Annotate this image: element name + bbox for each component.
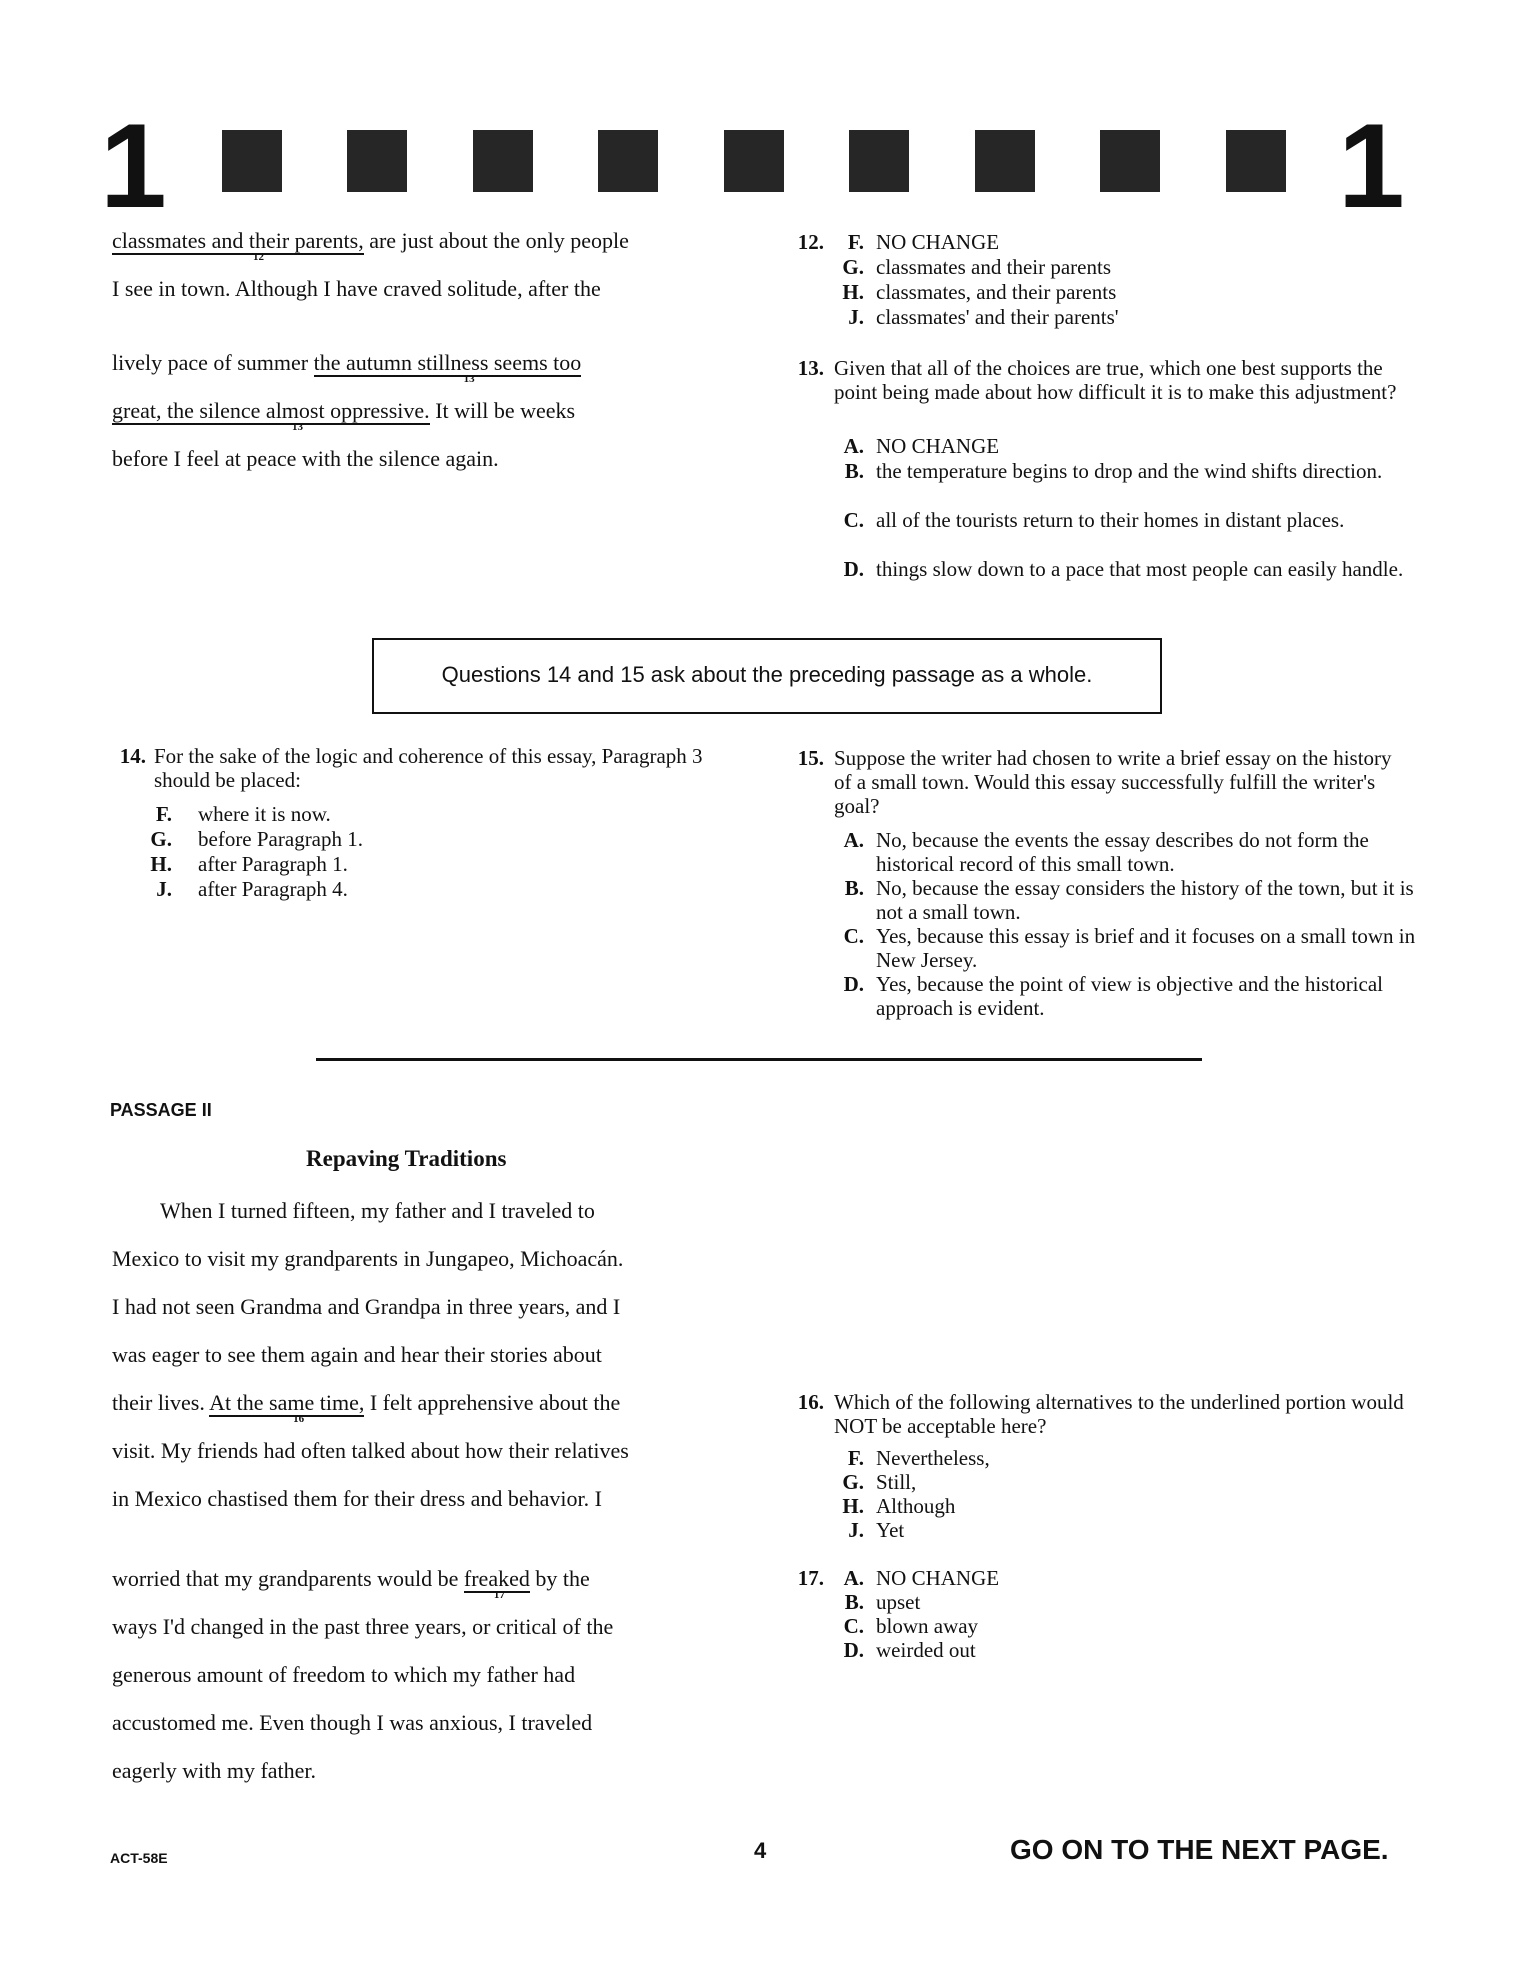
option-letter[interactable]: D. <box>843 557 864 581</box>
option-text[interactable]: NO CHANGE <box>876 230 1000 254</box>
passage-line: eagerly with my father. <box>112 1758 317 1783</box>
page-number: 4 <box>754 1838 767 1863</box>
option-text[interactable]: upset <box>876 1590 921 1614</box>
question-number: 16. <box>797 1390 824 1414</box>
passage-line: classmates and their parents, 12 are just about the only people <box>112 228 629 254</box>
passage-line: Mexico to visit my grandparents in Jungapeo, Michoacán. <box>112 1246 624 1271</box>
option-letter[interactable]: F. <box>847 230 864 254</box>
question-marker: 16 <box>293 1413 305 1425</box>
header-square <box>1100 130 1160 192</box>
instruction-box <box>372 638 1162 714</box>
option-text[interactable]: after Paragraph 1. <box>198 852 348 876</box>
option-letter[interactable]: C. <box>843 1614 864 1638</box>
option-text[interactable]: all of the tourists return to their homes in distant places. <box>876 508 1345 532</box>
passage-line: before I feel at peace with the silence again. <box>112 446 499 471</box>
instruction-text: Questions 14 and 15 ask about the preceding passage as a whole. <box>441 662 1093 687</box>
passage-line: I see in town. Although I have craved solitude, after the <box>112 276 601 301</box>
question-number: 13. <box>797 356 824 380</box>
passage-line: in Mexico chastised them for their dress and behavior. I <box>112 1486 602 1511</box>
option-text[interactable]: Nevertheless, <box>876 1446 990 1470</box>
header-square <box>347 130 407 192</box>
passage-line: great, the silence almost oppressive. 13 It will be weeks <box>112 398 575 424</box>
question-number: 17. <box>797 1566 824 1590</box>
question-marker: 12 <box>253 251 264 263</box>
header-square <box>1226 130 1286 192</box>
option-text[interactable]: Yet <box>876 1518 905 1542</box>
option-text[interactable]: Although <box>876 1494 956 1518</box>
passage-line: worried that my grandparents would be freaked 17 by the <box>112 1566 590 1592</box>
underlined-portion: At the same time, 16 <box>209 1390 364 1417</box>
passage-label: PASSAGE II <box>110 1100 212 1120</box>
option-letter[interactable]: G. <box>150 827 172 851</box>
option-letter[interactable]: F. <box>847 1446 864 1470</box>
option-letter[interactable]: D. <box>843 1638 864 1662</box>
underlined-portion: freaked 17 <box>464 1566 530 1593</box>
passage-line: visit. My friends had often talked about how their relatives <box>112 1438 629 1463</box>
underlined-portion: the autumn stillness seems too 13 <box>314 350 582 377</box>
option-text[interactable]: Yes, because this essay is brief and it focuses on a small town in New Jersey. <box>876 924 1416 972</box>
option-text[interactable]: after Paragraph 4. <box>198 877 348 901</box>
header-square <box>724 130 784 192</box>
option-text[interactable]: classmates' and their parents' <box>876 305 1119 329</box>
option-text[interactable]: No, because the events the essay describes do not form the historical record of this small town. <box>876 828 1369 876</box>
section-divider <box>316 1058 1202 1061</box>
test-code: ACT-58E <box>110 1850 168 1866</box>
passage-line: accustomed me. Even though I was anxious, I traveled <box>112 1710 593 1735</box>
option-letter[interactable]: C. <box>843 508 864 532</box>
option-text[interactable]: Yes, because the point of view is objective and the historical approach is evident. <box>876 972 1383 1020</box>
option-letter[interactable]: C. <box>843 924 864 948</box>
header-square <box>849 130 909 192</box>
question-stem: For the sake of the logic and coherence of this essay, Paragraph 3 should be placed: <box>154 744 703 792</box>
option-letter[interactable]: A. <box>843 1566 864 1590</box>
question-number: 15. <box>797 746 824 770</box>
passage-line: When I turned fifteen, my father and I traveled to <box>160 1198 595 1223</box>
option-letter[interactable]: A. <box>843 434 864 458</box>
option-text[interactable]: weirded out <box>876 1638 976 1662</box>
question-marker: 13 <box>292 421 303 433</box>
passage-line: lively pace of summer the autumn stillness seems too 13 <box>112 350 581 376</box>
option-letter[interactable]: B. <box>844 876 864 900</box>
section-number-right: 1 <box>1338 99 1405 233</box>
option-letter[interactable]: G. <box>842 255 864 279</box>
passage-line: I had not seen Grandma and Grandpa in three years, and I <box>112 1294 621 1319</box>
option-letter[interactable]: J. <box>156 877 172 901</box>
option-text[interactable]: No, because the essay considers the history of the town, but it is not a small town. <box>876 876 1414 924</box>
next-page-notice: GO ON TO THE NEXT PAGE. <box>1010 1834 1389 1865</box>
question-stem: Which of the following alternatives to the underlined portion would NOT be acceptable here? <box>834 1390 1404 1438</box>
question-stem: Given that all of the choices are true, which one best supports the point being made about how difficult it is to make this adjustment? <box>834 356 1397 404</box>
header-square <box>598 130 658 192</box>
underlined-portion: great, the silence almost oppressive. 13 <box>112 398 430 425</box>
option-letter[interactable]: H. <box>842 280 864 304</box>
option-text[interactable]: blown away <box>876 1614 979 1638</box>
passage-line: was eager to see them again and hear their stories about <box>112 1342 602 1367</box>
question-marker: 13 <box>463 373 475 385</box>
question-stem: Suppose the writer had chosen to write a brief essay on the history of a small town. Would this essay successfully fulfill the writer's goal? <box>834 746 1392 818</box>
passage-title: Repaving Traditions <box>306 1146 507 1171</box>
passage-line: generous amount of freedom to which my father had <box>112 1662 576 1687</box>
option-text[interactable]: classmates, and their parents <box>876 280 1117 304</box>
option-letter[interactable]: J. <box>848 305 864 329</box>
question-marker: 17 <box>493 1589 505 1601</box>
question-number: 14. <box>119 744 146 768</box>
option-text[interactable]: before Paragraph 1. <box>198 827 364 851</box>
option-text[interactable]: the temperature begins to drop and the wind shifts direction. <box>876 459 1383 483</box>
option-letter[interactable]: B. <box>844 1590 864 1614</box>
section-number-left: 1 <box>100 99 167 233</box>
option-text[interactable]: things slow down to a pace that most people can easily handle. <box>876 557 1404 581</box>
option-letter[interactable]: B. <box>844 459 864 483</box>
passage-line: their lives. At the same time, 16 I felt apprehensive about the <box>112 1390 620 1416</box>
header-square <box>222 130 282 192</box>
header-square <box>975 130 1035 192</box>
option-letter[interactable]: H. <box>150 852 172 876</box>
option-letter[interactable]: G. <box>842 1470 864 1494</box>
underlined-portion: classmates and their parents, 12 <box>112 228 364 255</box>
option-letter[interactable]: A. <box>843 828 864 852</box>
option-letter[interactable]: D. <box>843 972 864 996</box>
option-text[interactable]: NO CHANGE <box>876 434 1000 458</box>
question-number: 12. <box>797 230 824 254</box>
option-text[interactable]: NO CHANGE <box>876 1566 1000 1590</box>
option-text[interactable]: Still, <box>876 1470 917 1494</box>
option-text[interactable]: classmates and their parents <box>876 255 1111 279</box>
option-letter[interactable]: J. <box>848 1518 864 1542</box>
option-text[interactable]: where it is now. <box>198 802 331 826</box>
option-letter[interactable]: F. <box>155 802 172 826</box>
option-letter[interactable]: H. <box>842 1494 864 1518</box>
passage-line: ways I'd changed in the past three years, or critical of the <box>112 1614 614 1639</box>
header-square <box>473 130 533 192</box>
